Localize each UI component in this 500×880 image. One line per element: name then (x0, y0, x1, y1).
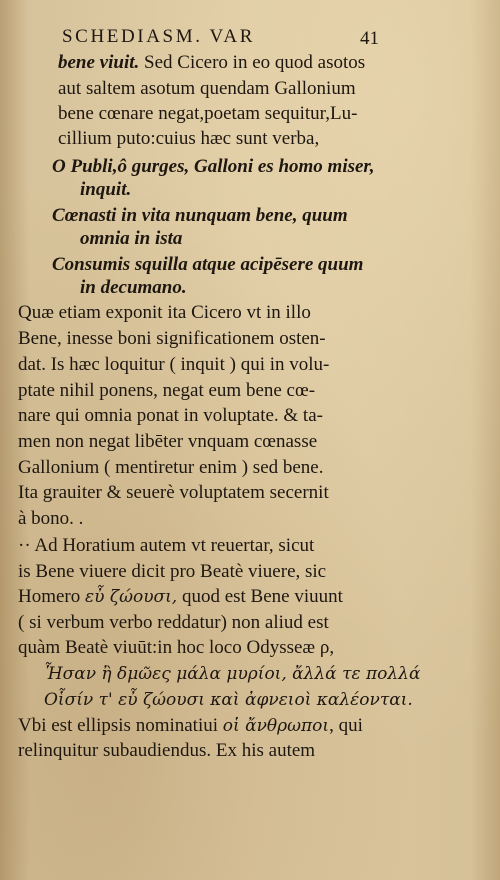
greek-run: οἱ ἄνθρωποι (222, 716, 330, 736)
roman-run: relinquitur subaudiendus. Ex his autem (18, 740, 316, 761)
text-line (18, 740, 315, 762)
text-line (18, 535, 314, 557)
text-line (58, 103, 357, 125)
roman-run: à bono. . (18, 508, 84, 529)
text-line (18, 508, 83, 530)
roman-run: dat. Is hæc loquitur ( inquit ) qui in volu- (18, 354, 330, 375)
italic-run: O Publi,ô gurges, Galloni es homo miser, (52, 156, 375, 177)
italic-run: omnia in ista (80, 228, 183, 249)
text-line (18, 354, 329, 376)
italic-run: in decumano. (80, 277, 187, 298)
text-line (18, 431, 317, 453)
roman-run: quod est Bene viuunt (177, 586, 343, 607)
greek-run: Ἧσαν ἢ δμῶες μάλα μυρίοι, ἄλλά τε πολλά (44, 664, 421, 684)
roman-run: quàm Beatè viuūt:in hoc loco Odysseæ ρ, (18, 637, 335, 658)
text-line (18, 302, 311, 324)
italic-run: Consumis squilla atque acipēsere quum (52, 254, 364, 275)
roman-run: bene cœnare negat,poetam sequitur,Lu- (58, 103, 358, 124)
page-number: 41 (360, 28, 379, 49)
text-line (52, 254, 363, 276)
text-line (18, 328, 326, 350)
text-line (18, 405, 323, 427)
text-line (58, 52, 365, 74)
text-line (18, 561, 326, 583)
roman-run: aut saltem asotum quendam Gallonium (58, 78, 356, 99)
roman-run: Homero (18, 586, 86, 607)
text-line (18, 586, 343, 608)
roman-run: ·· Ad Horatium autem vt reuertar, sicut (18, 535, 315, 556)
text-line (18, 637, 334, 659)
text-line (44, 663, 420, 685)
roman-run: is Bene viuere dicit pro Beatè viuere, sic (18, 561, 327, 582)
text-line (18, 380, 315, 402)
text-line (52, 205, 348, 227)
italic-run: inquit. (80, 179, 132, 200)
roman-run: Bene, inesse boni significationem osten- (18, 328, 326, 349)
roman-run: Ita grauiter & seuerè voluptatem secernit (18, 482, 329, 503)
roman-run: Gallonium ( mentiretur enim ) sed bene. (18, 457, 324, 478)
roman-run: ( si verbum verbo reddatur) non aliud est (18, 612, 329, 633)
text-line (18, 457, 324, 479)
text-line (80, 179, 131, 201)
greek-run: Οἷσίν τ' εὖ ζώουσι καὶ ἀφνειοὶ καλέονται. (44, 690, 413, 710)
running-head: SCHEDIASM. VAR (62, 26, 256, 47)
text-line (80, 228, 182, 250)
roman-run: cillium puto:cuius hæc sunt verba, (58, 128, 320, 149)
roman-run: Sed Cicero in eo quod asotos (139, 52, 366, 73)
text-line (80, 277, 187, 299)
text-line (44, 689, 413, 711)
italic-run: Cœnasti in vita nunquam bene, quum (52, 205, 348, 226)
text-line (58, 78, 356, 100)
roman-run: men non negat libēter vnquam cœnasse (18, 431, 318, 452)
text-line (52, 156, 375, 178)
text-line (18, 482, 329, 504)
text-line (18, 612, 329, 634)
roman-run: Quæ etiam exponit ita Cicero vt in illo (18, 302, 311, 323)
text-line (18, 715, 363, 737)
roman-run: ptate nihil ponens, negat eum bene cœ- (18, 380, 316, 401)
text-line (58, 128, 319, 150)
greek-run: εὖ ζώουσι, (85, 587, 178, 607)
roman-run: nare qui omnia ponat in voluptate. & ta- (18, 405, 323, 426)
italic-run: bene viuit. (58, 52, 140, 73)
roman-run: , qui (329, 715, 363, 736)
roman-run: Vbi est ellipsis nominatiui (18, 715, 223, 736)
